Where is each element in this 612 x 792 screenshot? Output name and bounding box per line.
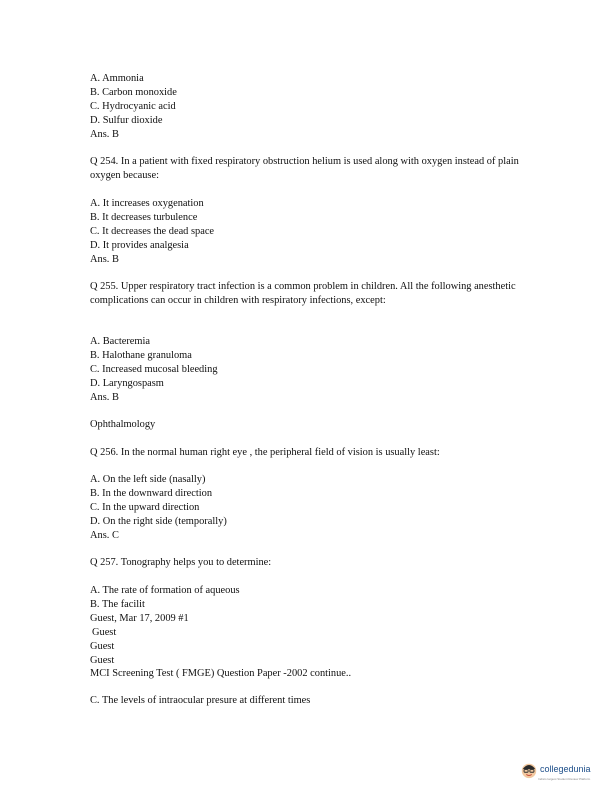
option-b: B. It decreases turbulence: [90, 211, 198, 223]
brand-tagline: India's largest Student Review Platform: [538, 777, 591, 781]
option-c: C. It decreases the dead space: [90, 225, 215, 237]
option-a: A. The rate of formation of aqueous: [90, 585, 240, 596]
option-b: B. Halothane granuloma: [90, 349, 192, 361]
question-text: Q 255. Upper respiratory tract infection is a common problem in children. All the following anesthetic complications can occur in children with respiratory infections, except:: [90, 281, 516, 306]
option-b: B. Carbon monoxide: [90, 86, 177, 98]
question-255-options: [90, 335, 530, 405]
question-257-continued: [90, 694, 530, 708]
option-d: D. Sulfur dioxide: [90, 114, 163, 126]
brand-name: collegedunia: [540, 764, 591, 774]
question-text: Q 257. Tonography helps you to determine:: [90, 557, 272, 568]
question-253-options: [90, 72, 530, 142]
option-a: A. Ammonia: [90, 73, 144, 84]
option-d: D. On the right side (temporally): [90, 515, 227, 527]
question-254: [90, 155, 530, 183]
section-heading-block: [90, 418, 530, 432]
option-a: A. On the left side (nasally): [90, 474, 206, 485]
option-d: D. Laryngospasm: [90, 377, 164, 389]
collegedunia-logo: [520, 757, 600, 783]
option-c: C. The levels of intraocular presure at different times: [90, 695, 311, 706]
section-heading: Ophthalmology: [90, 419, 156, 430]
question-256-options: [90, 473, 530, 543]
mascot-icon: [520, 761, 538, 779]
option-d: D. It provides analgesia: [90, 239, 189, 251]
question-text: Q 256. In the normal human right eye , the peripheral field of vision is usually least:: [90, 447, 440, 458]
answer: Ans. B: [90, 128, 119, 140]
option-c: C. Increased mucosal bleeding: [90, 363, 218, 375]
option-b-fragment: B. The facilit: [90, 598, 145, 610]
question-text: Q 254. In a patient with fixed respiratory obstruction helium is used along with oxygen instead of plain oxygen because:: [90, 156, 519, 181]
answer: Ans. B: [90, 253, 119, 265]
question-255: [90, 280, 530, 308]
guest-label: Guest: [92, 626, 117, 638]
option-a: A. Bacteremia: [90, 336, 151, 347]
option-c: C. Hydrocyanic acid: [90, 100, 176, 112]
option-b: B. In the downward direction: [90, 487, 213, 499]
question-254-options: [90, 197, 530, 267]
answer: Ans. B: [90, 391, 119, 403]
question-257: [90, 556, 530, 570]
answer: Ans. C: [90, 529, 119, 541]
option-c: C. In the upward direction: [90, 501, 200, 513]
guest-label: Guest: [90, 654, 115, 666]
forum-post-meta: Guest, Mar 17, 2009 #1: [90, 612, 189, 624]
thread-title: MCI Screening Test ( FMGE) Question Paper -2002 continue..: [90, 668, 352, 680]
guest-label: Guest: [90, 640, 115, 652]
option-a: A. It increases oxygenation: [90, 198, 204, 209]
question-257-options: [90, 584, 530, 681]
question-256: [90, 446, 530, 460]
